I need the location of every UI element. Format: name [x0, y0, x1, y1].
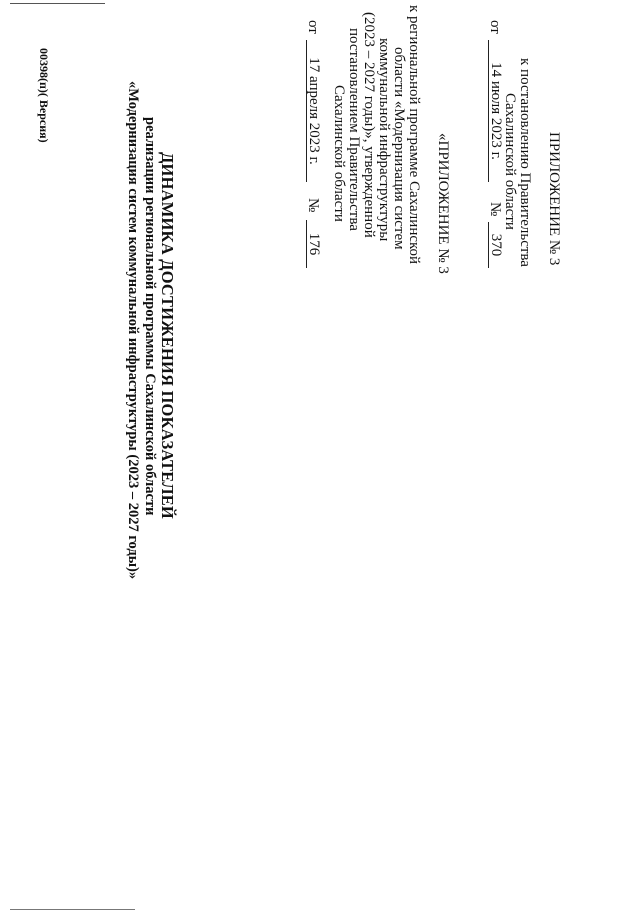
appendix-1-heading: ПРИЛОЖЕНИЕ № 3	[546, 132, 562, 266]
appendix-1-line-2: Сахалинской области	[502, 93, 518, 230]
appendix-2-number-label: №	[305, 198, 321, 213]
appendix-1-line-1: к постановлению Правительства	[517, 58, 533, 267]
appendix-2-line-3: коммунальной инфраструктуры	[376, 38, 392, 242]
appendix-1-number-label: №	[487, 202, 503, 217]
appendix-2-heading: «ПРИЛОЖЕНИЕ № 3	[435, 133, 451, 274]
appendix-1-date: 14 июля 2023 г.	[488, 40, 503, 182]
appendix-1-from-label: от	[487, 20, 503, 34]
appendix-2-number: 176	[306, 220, 321, 268]
appendix-2-from-label: от	[305, 20, 321, 34]
document-title: ДИНАМИКА ДОСТИЖЕНИЯ ПОКАЗАТЕЛЕЙ	[158, 152, 177, 519]
appendix-2-line-6: Сахалинской области	[331, 85, 347, 222]
appendix-1-number: 370	[488, 222, 503, 268]
appendix-2-line-2: области «Модернизация систем	[391, 47, 407, 250]
appendix-2-date: 17 апреля 2023 г.	[306, 40, 321, 182]
document-subtitle-line-2: «Модернизация систем коммунальной инфраструктуры (2023 – 2027 годы)»	[125, 81, 141, 580]
document-subtitle-line-1: реализации региональной программы Сахалинской области	[142, 117, 158, 516]
footer-document-code: 00398(п)( Версия)	[37, 48, 51, 143]
appendix-2-line-5: постановлением Правительства	[346, 28, 362, 231]
appendix-2-line-4: (2023 – 2027 годы)», утвержденной	[361, 12, 377, 238]
appendix-2-line-1: к региональной программе Сахалинской	[406, 5, 422, 265]
